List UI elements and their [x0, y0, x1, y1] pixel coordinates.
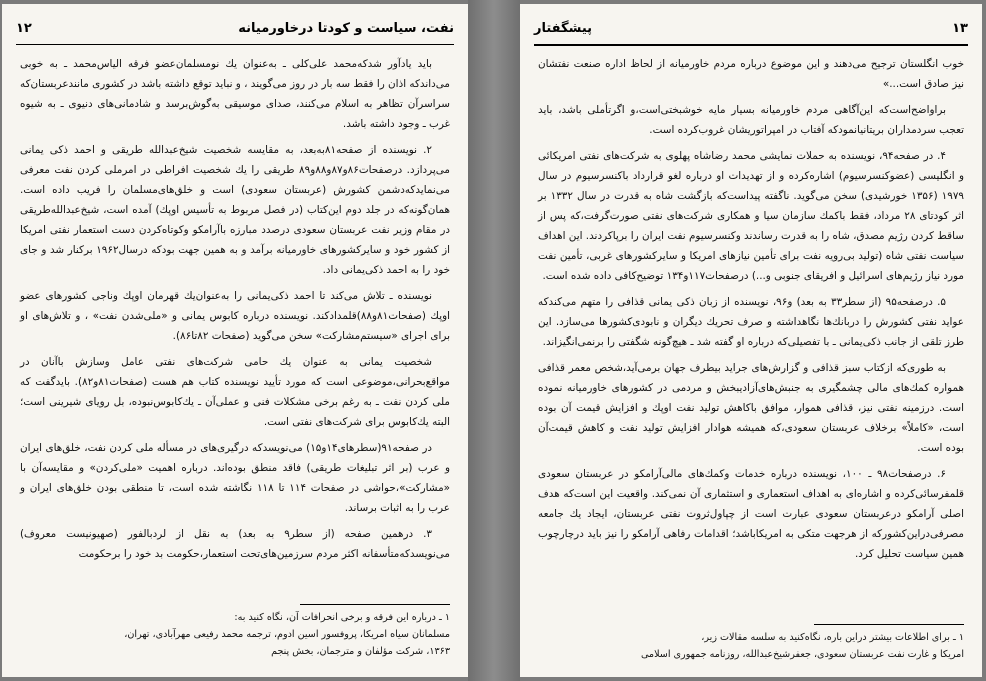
left-paragraph-3: نویسنده ـ تلاش می‌کند تا احمد ذکی‌یمانی را به‌عنوان‌یك قهرمان اوپك وناجی کشورهای عضو اوپك (صفحات۸۱و۸۸)قلمدادکند. نویسنده درباره کابوس یمانی و «ملی‌شدن نفت» ، و تلاش‌های او برای اجرای «سیستم‌مشارکت» سخن می‌گوید (صفحات ۸۲تا۸۶). — [20, 290, 450, 342]
left-footnote-rule — [300, 604, 450, 605]
right-paragraph-5: به طوری‌که ازکتاب سبز قذافی و گزارش‌های جراید بیطرف جهان برمی‌آید،شخص معمر قذافی همواره کمك‌های مالی چشمگیری به جنبش‌های‌آزادیبخش و مردمی در کشورهای خاورمیانه نموده است. درزمینه نفتی نیز، قذافی هموار، موافق باکاهش تولید نفت اوپك و افزایش قیمت آن بوده است، «کاملاً» برخلاف عربستان سعودی،که همیشه هوادار افزایش تولید نفت و کاهش قیمت‌آن بوده است. — [538, 362, 964, 454]
left-header-rule — [16, 44, 454, 45]
right-footnote-line-1: ۱ ـ برای اطلاعات بیشتر دراین باره، نگاه‌کنید به سلسه مقالات زیر، — [701, 632, 964, 643]
right-paragraph-3: ۴. در صفحه‌۹۴، نویسنده به حملات نمایشی محمد رضاشاه پهلوی به شرکت‌های نفتی امریکائی و انگلیسی (عضوکنسرسیوم) اشاره‌کرده و از تهدیدات او درباره لغو قرارداد باکنسرسیوم در سال ۱۹۷۹ (۱۳۵۶ خورشیدی) سخن می‌گوید. ناگفته پیداست‌که بازگشت شاه به قدرت در سال ۱۳۳۲ بر اثر کودتای ۲۸ مرداد، فقط باکمك سازمان سیا و همکاری شرکت‌های نفتی صورت‌گرفت،که پس از ساقط کردن رژیم مصدق، شاه را به قدرت رساندند وکنسرسیوم نفت ایران را برپاکردند. این اهداف سیاست نفتی شاه (تولید بی‌رویه نفت برای تأمین نیازهای امریکا و سایرکشورهای غربی، تأمین نفت مورد نیاز رژیم‌های اسرائیل و افریقای جنوبی و...) درصفحات۱۱۷و۱۳۴ توضیح‌کافی داده شده است. — [538, 150, 964, 282]
right-footnote-rule — [814, 624, 964, 625]
left-page-header — [16, 18, 454, 38]
right-page-header — [534, 18, 968, 38]
right-paragraph-4: ۵. درصفحه۹۵ (از سطر۳۳ به بعد) و۹۶، نویسنده از زبان ذکی یمانی قذافی را متهم می‌کندکه عواید نفتی کشورش را دربانك‌ها نگاهداشته و صرف تحریك دیگران و نابودی‌کشورها می‌سازد. این طرز تلقی از جانب ذکی‌یمانی ـ با تفصیلی‌که درباره او گفته شد ـ هیچ‌گونه شگفتی را برنمی‌انگیزاند. — [538, 296, 964, 348]
right-page-number: ۱۳ — [952, 20, 968, 36]
left-paragraph-5: در صفحه۹۱(سطرهای۱۴و۱۵) می‌نویسدکه درگیری‌های در مسأله ملی کردن نفت، خلق‌های ایران و عرب (بر اثر تبلیغات طریقی) فاقد منطق بوده‌اند. درباره اهمیت «ملی‌کردن» و مقایسه‌آن با «مشارکت»،حواشی در صفحات ۱۱۴ تا ۱۱۸ نگاشته شده است، تا منطقی بودن خلق‌های ایران و عرب را به اثبات برساند. — [20, 442, 450, 514]
right-footnotes — [538, 629, 964, 663]
right-page-body — [538, 54, 964, 570]
right-page — [520, 4, 982, 677]
left-footnote-line-2: مسلمانان سیاه امریکا، پروفسور اسین ادوم، ترجمه محمد رفیعی مهرآبادی، تهران، — [124, 629, 450, 640]
left-page-title: نفت، سیاست و کودتا درخاورمیانه — [238, 20, 454, 36]
right-paragraph-1: خوب انگلستان ترجیح می‌دهند و این موضوع درباره مردم خاورمیانه از لحاظ اداره صنعت نفتشان نیز صادق است...» — [538, 58, 964, 90]
left-footnotes — [20, 609, 450, 660]
right-header-rule — [534, 44, 968, 46]
book-gutter — [468, 0, 520, 681]
right-paragraph-2: براواضح‌است‌که این‌آگاهی مردم خاورمیانه بسیار مایه خوشبختی‌است،و اگرتأملی باشد، باید تعجب سردمداران بریتانیانمودکه آفتاب در امپراتوریشان غروب‌کرده است. — [538, 104, 964, 136]
right-paragraph-6: ۶. درصفحات۹۸ ـ ۱۰۰، نویسنده درباره خدمات وکمك‌های مالی‌آرامکو در عربستان سعودی قلمفرسائی‌کرده و اشاره‌ای به اهداف استعماری و استثماری آن نمی‌کند. واقعیت این است‌که هدف اصلی آرامکو درعربستان سعودی عبارت است از چپاول‌ثروت نفتی عربستان، ایجاد یك جامعه مصرفی‌دراین‌کشور‌که از هرجهت متکی به امریکاباشد؛ اقدامات رفاهی آرامکو را نیز باید درچارچوب همین سیاست تحلیل کرد. — [538, 468, 964, 560]
left-paragraph-4: شخصیت یمانی به عنوان یك حامی شرکت‌های نفتی عامل وسازش باآنان در مواقع‌بحرانی،موضوعی است که مورد تأیید نویسنده کتاب هم هست (صفحات۸۱و۸۲). باید‌گفت که ملی کردن نفت ـ به رغم برخی مشکلات فنی و عملی‌آن ـ یك‌کابوس‌نبوده، بل رویای شیرینی است؛ البته یك‌کابوس برای شرکت‌های نفتی است. — [20, 356, 450, 428]
left-paragraph-6: ۳. درهمین صفحه (از سطر۹ به بعد) به نقل از لردبالفور (صهیونیست معروف) می‌نویسدکه‌متأسفانه اکثر مردم سرزمین‌های‌تحت استعمار،حکومت بد خود را برحکومت — [20, 528, 450, 560]
left-footnote-line-3: ۱۳۶۳، شرکت مؤلفان و مترجمان، بخش پنجم — [271, 646, 450, 657]
right-page-title: پیشگفتار — [534, 20, 593, 36]
left-page-number: ۱۲ — [16, 20, 32, 36]
left-page — [2, 4, 468, 677]
left-footnote-line-1: ۱ ـ درباره این فرقه و برخی انحرافات آن، نگاه کنید به: — [234, 612, 450, 623]
left-paragraph-1: باید یادآور شدکه‌محمد علی‌کلی ـ به‌عنوان یك نومسلمان‌عضو فرقه الیاس‌محمد ـ به خوبی می‌داندکه اذان را فقط سه بار در روز می‌گویند ، و نباید توقع داشته باشد در کشوری مانندعربستان‌که سراسرآن تظاهر به اسلام می‌کنند، صدای موسیقی به‌گوش‌برسد و شادمانی‌های دنیوی ـ به شیوه غرب ـ وجود داشته باشد. — [20, 58, 450, 130]
left-page-body — [20, 54, 450, 570]
right-footnote-line-2: امریکا و غارت نفت عربستان سعودی، جعفرشیخ‌عبدالله، روزنامه جمهوری اسلامی — [640, 649, 964, 660]
left-paragraph-2: ۲. نویسنده از صفحه۸۱به‌بعد، به مقایسه شخصیت شیخ‌عبدالله طریقی و احمد ذکی یمانی می‌پردازد. درصفحات۸۶و۸۷و۸۸و۸۹ طریقی را یك شخصیت افراطی در امرملی کردن نفت معرفی می‌نمایدکه‌دشمن کشورش (عربستان سعودی) است و خلق‌های‌مسلمان را فریب داده است. همان‌گونه‌که در جلد دوم این‌کتاب (در فصل مربوط به تأسیس اوپك) آمده است، شیخ‌عبدالله‌طریقی در مقام وزیر نفت عربستان سعودی درصدد مبارزه باآرامکو وکوتاه‌کردن دست استعمار نفتی امریکا از کشور خود و سایرکشورهای خاورمیانه برآمد و به همین جهت بودکه درسال۱۹۶۲ برکنار شد و جای خود را به احمد ذکی‌یمانی داد. — [20, 144, 450, 276]
